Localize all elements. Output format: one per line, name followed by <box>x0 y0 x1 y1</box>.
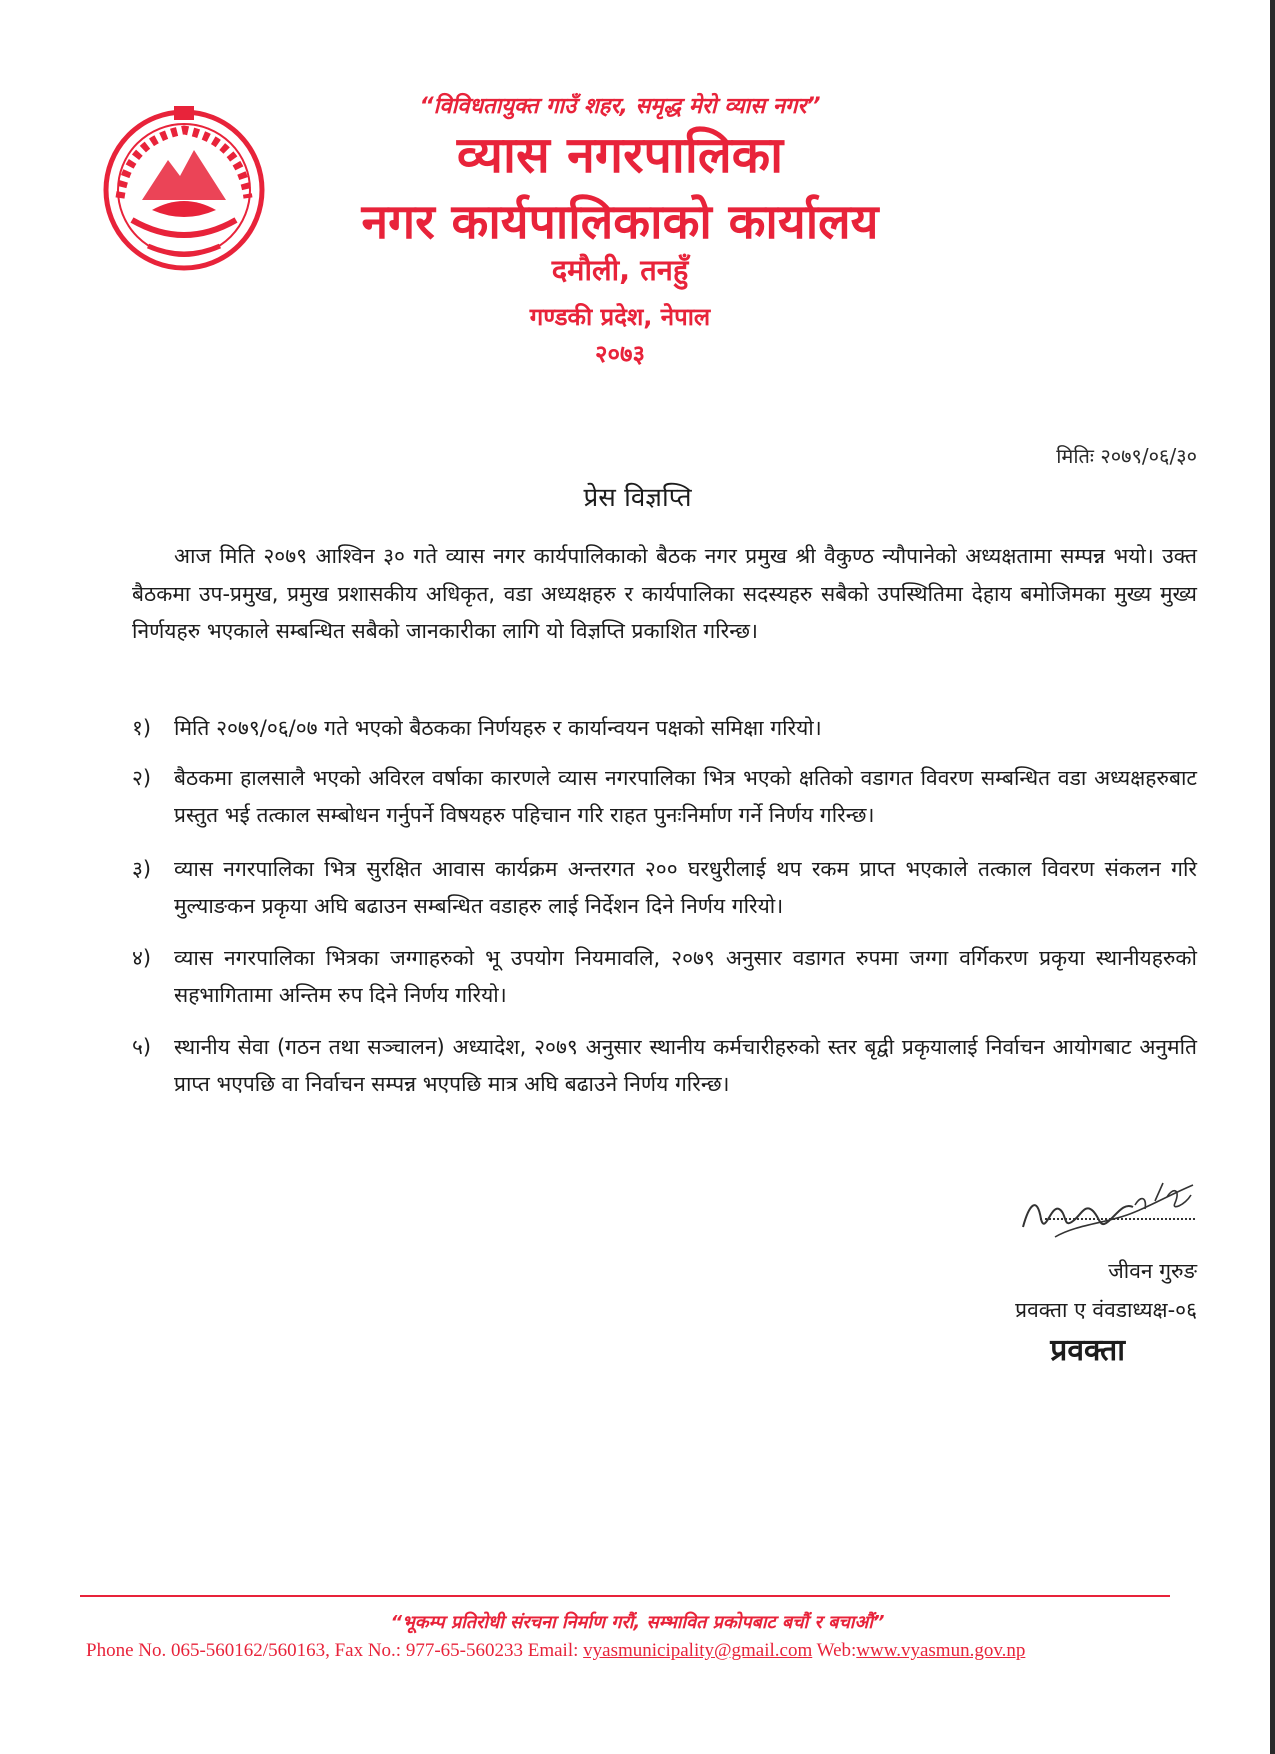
footer-phone-fax: Phone No. 065-560162/560163, Fax No.: 977-65-560233 Email: <box>86 1640 579 1661</box>
footer-email-link[interactable]: vyasmunicipality@gmail.com <box>583 1640 813 1661</box>
signatory-name: जीवन गुरुङ <box>1108 1259 1197 1283</box>
footer-web-label: Web: <box>816 1640 857 1661</box>
list-item-number: २) <box>132 765 152 790</box>
list-item-text: स्थानीय सेवा (गठन तथा सञ्चालन) अध्यादेश, २०७९ अनुसार स्थानीय कर्मचारीहरुको स्तर बृद्वी प्रकृयालाई निर्वाचन आयोगबाट अनुमति प्राप्त भएपछि वा निर्वाचन सम्पन्न भएपछि मात्र अघि बढाउने निर्णय गरिन्छ। <box>174 1034 1197 1096</box>
list-item-text: बैठकमा हालसालै भएको अविरल वर्षाका कारणले व्यास नगरपालिका भित्र भएको क्षतिको वडागत विवरण सम्बन्धित वडा अध्यक्षहरुबाट प्रस्तुत भई तत्काल सम्बोधन गर्नुपर्ने विषयहरु पहिचान गरि राहत पुनःनिर्माण गर्ने निर्णय गरिन्छ। <box>174 765 1197 827</box>
scan-edge <box>1270 0 1275 1754</box>
document-date: मितिः २०७९/०६/३० <box>1056 444 1197 468</box>
intro-paragraph: आज मिति २०७९ आश्विन ३० गते व्यास नगर कार्यपालिकाको बैठक नगर प्रमुख श्री वैकुण्ठ न्यौपानेको अध्यक्षतामा सम्पन्न भयो। उक्त बैठकमा उप-प्रमुख, प्रमुख प्रशासकीय अधिकृत, वडा अध्यक्षहरु र कार्यपालिका सदस्यहरु सबैको उपस्थितिमा देहाय बमोजिमका मुख्य मुख्य निर्णयहरु भएकाले सम्बन्धित सबैको जानकारीका लागि यो विज्ञप्ति प्रकाशित गरिन्छ। <box>132 544 1197 643</box>
list-item-text: व्यास नगरपालिका भित्रका जग्गाहरुको भू उपयोग नियमावलि, २०७९ अनुसार वडागत रुपमा जग्गा वर्गिकरण प्रकृया स्थानीयहरुको सहभागितामा अन्तिम रुप दिने निर्णय गरियो। <box>174 945 1197 1007</box>
list-item <box>132 710 1197 748</box>
decision-list <box>132 710 1197 1104</box>
footer-slogan: “भूकम्प प्रतिरोधी संरचना निर्माण गरौं, सम्भावित प्रकोपबाट बचौं र बचाऔं” <box>390 1612 885 1633</box>
list-item-number: ५) <box>132 1034 152 1059</box>
list-item-text: व्यास नगरपालिका भित्र सुरक्षित आवास कार्यक्रम अन्तरगत २०० घरधुरीलाई थप रकम प्राप्त भएकाले तत्काल विवरण संकलन गरि मुल्याङकन प्रकृया अघि बढाउन सम्बन्धित वडाहरु लाई निर्देशन दिने निर्णय गरियो। <box>174 856 1197 918</box>
nepal-government-emblem-icon <box>98 100 270 272</box>
list-item-number: ४) <box>132 945 152 970</box>
list-item <box>132 940 1197 1015</box>
list-item-text: मिति २०७९/०६/०७ गते भएको बैठकका निर्णयहरु र कार्यान्वयन पक्षको समिक्षा गरियो। <box>174 716 822 740</box>
signature-line <box>1040 1218 1195 1220</box>
list-item <box>132 1029 1197 1104</box>
list-item-number: ३) <box>132 856 152 881</box>
footer-divider <box>80 1595 1170 1597</box>
office-city: दमौली, तनहुँ <box>551 253 689 287</box>
office-name: नगर कार्यपालिकाको कार्यालय <box>361 194 879 250</box>
signatory-role: प्रवक्ता ए वंवडाध्यक्ष-०६ <box>1015 1298 1197 1322</box>
document-title: प्रेस विज्ञप्ति <box>583 483 692 513</box>
list-item <box>132 851 1197 926</box>
signatory-title: प्रवक्ता <box>1050 1333 1125 1368</box>
office-province: गण्डकी प्रदेश, नेपाल <box>529 303 711 331</box>
list-item <box>132 760 1197 835</box>
established-year: २०७३ <box>595 340 645 368</box>
list-item-number: १) <box>132 716 152 740</box>
footer-contact <box>86 1640 1196 1662</box>
footer-web-link[interactable]: www.vyasmun.gov.np <box>856 1640 1026 1661</box>
municipality-name: व्यास नगरपालिका <box>456 126 784 184</box>
handwritten-signature <box>1015 1175 1205 1255</box>
letterhead-slogan: “विविधतायुक्त गाउँ शहर, समृद्ध मेरो व्यास नगर” <box>419 94 821 119</box>
